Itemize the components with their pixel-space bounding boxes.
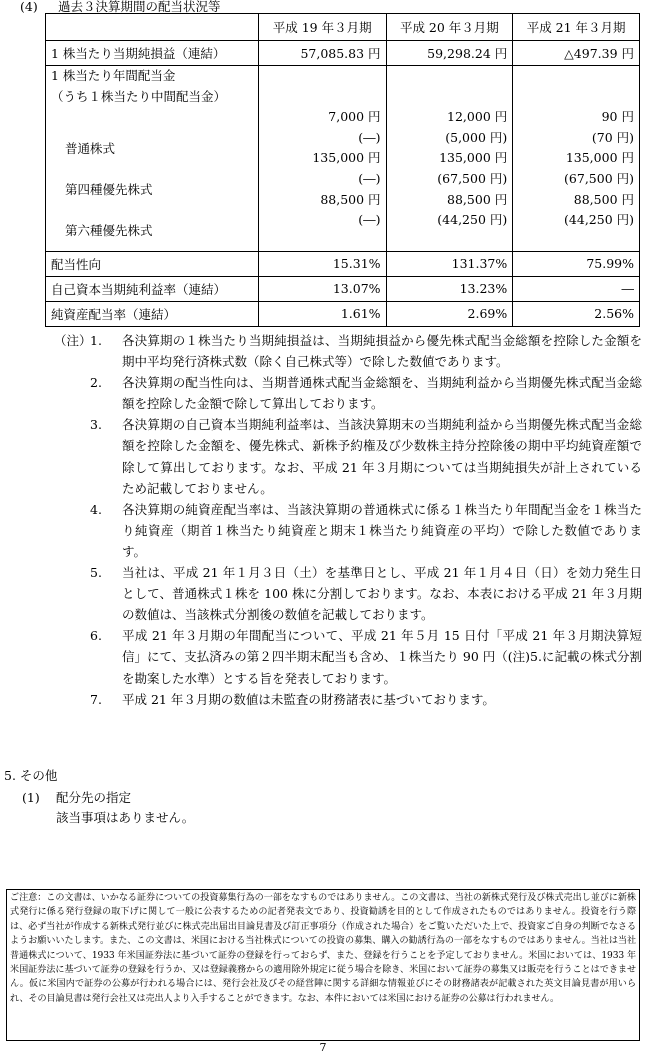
common-stock-value: 7,000 円 — [328, 109, 381, 125]
common-stock-interim: (5,000 円) — [445, 129, 508, 145]
class4-preferred-value: 135,000 円 — [565, 150, 634, 166]
subsection-number: (1) — [22, 790, 40, 805]
dividend-fy2008 — [386, 66, 513, 252]
header-fy2009: 平成 21 年３月期 — [513, 14, 640, 41]
common-stock-interim: (70 円) — [591, 129, 634, 145]
doe-fy2009: 2.56% — [513, 301, 640, 326]
roe-row — [46, 276, 640, 301]
dividend-row — [46, 66, 640, 252]
note-item — [54, 372, 642, 414]
page-number: 7 — [319, 1041, 327, 1054]
notes-tag: （注） — [54, 333, 92, 348]
note-text: 各決算期の自己資本当期純利益率は、当該決算期末の当期純利益から当期優先株式配当金総額を控除した金額を、優先株式、新株予約権及び少数株主持分控除後の期中平均純資産額で除して算出しております。なお、平成 21 年３月期については当期純損失が計上されているため記載しておりません。 — [122, 417, 642, 496]
roe-label: 自己資本当期純利益率（連結） — [46, 276, 259, 301]
roe-fy2007: 13.07% — [258, 276, 386, 301]
note-number: 1. — [90, 333, 102, 348]
header-fy2007: 平成 19 年３月期 — [258, 14, 386, 41]
section-4-number: (4) — [20, 0, 38, 14]
note-item — [54, 689, 642, 710]
note-text: 各決算期の純資産配当率は、当該決算期の普通株式に係る１株当たり年間配当金を１株当たり純資産（期首１株当たり純資産と期末１株当たり純資産の平均）で除した数値であります。 — [122, 501, 642, 559]
class6-preferred-interim: (44,250 円) — [437, 212, 508, 228]
note-number: 2. — [90, 375, 102, 391]
note-item — [54, 499, 642, 562]
note-item — [54, 330, 642, 372]
class4-preferred-value: 135,000 円 — [439, 150, 508, 166]
subsection-title: 配分先の指定 — [56, 790, 132, 805]
class6-preferred-value: 88,500 円 — [447, 191, 508, 207]
dividend-subtitle: （うち１株当たり中間配当金） — [51, 88, 227, 104]
note-number: 5. — [90, 565, 102, 581]
dividend-title: 1 株当たり年間配当金 — [51, 68, 176, 83]
class6-preferred-label: 第六種優先株式 — [65, 222, 153, 238]
class4-preferred-interim: (―) — [358, 170, 381, 186]
doe-fy2007: 1.61% — [258, 301, 386, 326]
class4-preferred-value: 135,000 円 — [312, 150, 381, 166]
dividend-labels — [46, 66, 259, 252]
eps-fy2007: 57,085.83 円 — [258, 41, 386, 66]
dividend-fy2009 — [513, 66, 640, 252]
disclaimer-box: ご注意：この文書は、いかなる証券についての投資募集行為の一部をなすものではありません。この文書は、当社の新株式発行及び株式売出し並びに新株式発行に係る発行登録の取下げに関して一般に公表するための記者発表文であり、投資勧誘を目的として作成されたものではありません。投資を行う際は、必ず当社が作成する新株式発行並びに株式売出届出目論見書及び訂正事項分（作成された場合）をご覧いただいた上で、投資家ご自身の判断でなさるようお願いいたします。また、この文書は、米国における当社株式についての投資の募集、購入の勧誘行為の一部をなすものではありません。当社は当社普通株式について、1933 年米国証券法に基づいて証券の登録を行っておらず、また、登録を行うことを予定しておりません。米国においては、1933 年米国証券法に基づいて証券の登録を行うか、又は登録義務からの適用除外規定に従う場合を除き、米国において証券の募集又は販売を行うことはできません。仮に米国内で証券の公募が行われる場合には、発行会社及びその経営陣に関する詳細な情報並びにその財務諸表が記載された英文目論見書が用いられ、その目論見書は発行会社又は売出人より入手することができます。なお、本件においては米国における証券の公募は行われません。 — [6, 889, 640, 1041]
payout-fy2008: 131.37% — [386, 251, 513, 276]
note-text: 各決算期の配当性向は、当期普通株式配当金総額を、当期純利益から当期優先株式配当金総額を控除した金額で除して算出しております。 — [122, 375, 642, 412]
payout-fy2009: 75.99% — [513, 251, 640, 276]
class6-preferred-interim: (―) — [358, 212, 381, 228]
section-5-title: 5. その他 — [4, 768, 58, 783]
common-stock-interim: (―) — [358, 129, 381, 145]
header-blank — [46, 14, 259, 41]
note-number: 7. — [90, 691, 102, 707]
section-4-title: 過去３決算期間の配当状況等 — [58, 0, 221, 14]
dividend-fy2007 — [258, 66, 386, 252]
eps-row — [46, 41, 640, 66]
common-stock-value: 12,000 円 — [447, 109, 508, 125]
note-number: 3. — [90, 417, 102, 433]
table-header-row — [46, 14, 640, 41]
payout-label: 配当性向 — [46, 251, 259, 276]
common-stock-label: 普通株式 — [65, 140, 116, 156]
class6-preferred-interim: (44,250 円) — [564, 212, 634, 228]
eps-fy2008: 59,298.24 円 — [386, 41, 513, 66]
class6-preferred-value: 88,500 円 — [320, 191, 381, 207]
note-item — [54, 625, 642, 688]
note-number: 6. — [90, 628, 102, 644]
note-text: 平成 21 年３月期の数値は未監査の財務諸表に基づいております。 — [122, 691, 495, 707]
dividend-table — [45, 13, 640, 327]
note-item — [54, 414, 642, 498]
note-text: 平成 21 年３月期の年間配当について、平成 21 年５月 15 日付「平成 21 年３月期決算短信」にて、支払済みの第２四半期末配当も含め、１株当たり 90 円（(注)5.に記載の株式分割を勘案した水準）とする旨を発表しております。 — [122, 628, 642, 686]
doe-fy2008: 2.69% — [386, 301, 513, 326]
class4-preferred-label: 第四種優先株式 — [65, 181, 153, 197]
payout-row — [46, 251, 640, 276]
class6-preferred-value: 88,500 円 — [573, 191, 634, 207]
allocation-subheading — [22, 788, 131, 806]
note-text: 当社は、平成 21 年１月３日（土）を基準日とし、平成 21 年１月４日（日）を効力発生日として、普通株式１株を 100 株に分割しております。なお、本表における平成 21 年３月期の数値は、当該株式分割後の数値を記載しております。 — [122, 565, 642, 623]
common-stock-value: 90 円 — [601, 109, 634, 125]
doe-row — [46, 301, 640, 326]
roe-fy2008: 13.23% — [386, 276, 513, 301]
note-number: 4. — [90, 501, 102, 517]
eps-fy2009: △497.39 円 — [513, 41, 640, 66]
payout-fy2007: 15.31% — [258, 251, 386, 276]
notes-block — [54, 330, 642, 710]
doe-label: 純資産配当率（連結） — [46, 301, 259, 326]
roe-fy2009: ― — [513, 276, 640, 301]
note-text: 各決算期の１株当たり当期純損益は、当期純損益から優先株式配当金総額を控除した金額を期中平均発行済株式数（除く自己株式等）で除した数値であります。 — [122, 333, 642, 370]
class4-preferred-interim: (67,500 円) — [564, 170, 634, 186]
header-fy2008: 平成 20 年３月期 — [386, 14, 513, 41]
class4-preferred-interim: (67,500 円) — [437, 170, 508, 186]
eps-label: 1 株当たり当期純損益（連結） — [46, 41, 259, 66]
not-applicable-text: 該当事項はありません。 — [56, 810, 195, 825]
note-item — [54, 562, 642, 625]
